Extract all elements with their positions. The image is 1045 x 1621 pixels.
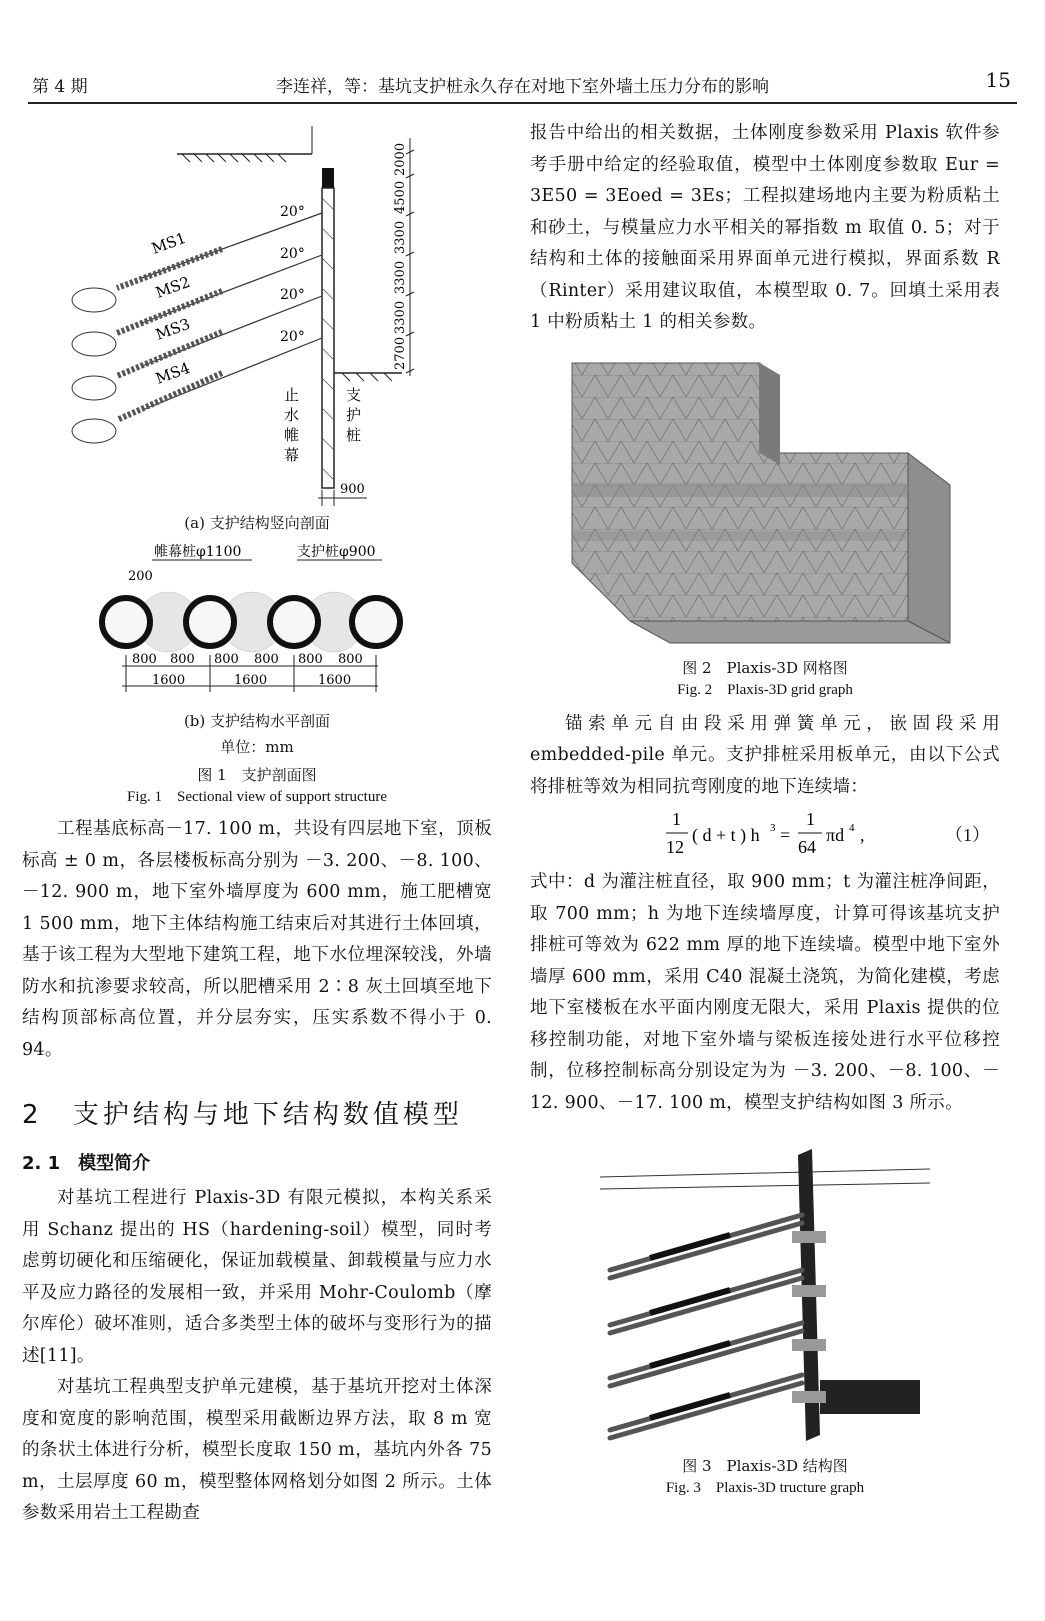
svg-text:2700: 2700 [393,336,408,370]
right-paragraph-1: 报告中给出的相关数据，土体刚度参数采用 Plaxis 软件参考手册中给定的经验取值，模型中土体刚度参数取 Eur = 3E50 = 3Eoed = 3Es；工程拟建场地内主要为粉质粘土和砂土，与模量应力水平相关的幂指数 m 取值 0. 5；对于结构和土体的接触面采用界面单元进行模拟，界面系数 R（Rinter）采用建议取值，本模型取 0. 7。回填土采用表 1 中粉质粘土 1 的相关参数。 [530,123,1000,332]
page-number: 15 [985,68,1011,92]
svg-text:桩: 桩 [346,426,362,444]
svg-text:幕: 幕 [284,446,300,464]
subsection-2-1-heading: 2. 1 模型简介 [22,1153,151,1174]
right-paragraph-2: 锚索单元自由段采用弹簧单元，嵌固段采用 embedded-pile 单元。支护排桩采用板单元，由以下公式将排桩等效为相同抗弯刚度的地下连续墙： [530,713,1000,797]
svg-text:12: 12 [666,837,684,857]
svg-text:1600: 1600 [318,673,352,688]
svg-text:( d + t ) h: ( d + t ) h [692,825,760,845]
figure-1-caption-cn: 图 1 支护剖面图 [197,766,317,784]
svg-text:800: 800 [338,652,363,667]
figure-1a [22,118,492,518]
svg-text:20°: 20° [280,329,305,345]
figure-1-unit: 单位：mm [220,738,294,756]
svg-text:3: 3 [770,822,776,834]
svg-text:止: 止 [284,386,300,404]
svg-text:800: 800 [254,652,279,667]
figure-1-caption-en: Fig. 1 Sectional view of support structure [127,789,387,805]
svg-text:3300: 3300 [393,220,408,254]
running-header [28,66,1017,104]
right-paragraph-3: 式中：d 为灌注桩直径，取 900 mm；t 为灌注桩净间距，取 700 mm；h 为地下连续墙厚度，计算可得该基坑支护排桩可等效为 622 mm 厚的地下连续墙。模型中地下室外墙厚 600 mm，采用 C40 混凝土浇筑，为简化建模，考虑地下室楼板在水平面内刚度无限大，采用 Plaxis 提供的位移控制功能，对地下室外墙与梁板连接处进行水平位移控制，位移控制标高分别设定为为 －3. 200、－8. 100、－12. 900、－17. 100 m，模型支护结构如图 3 所示。 [530,872,1000,1113]
anchor-label: MS1 [149,228,189,258]
svg-text:1600: 1600 [152,673,186,688]
svg-text:4500: 4500 [393,180,408,214]
svg-text:πd: πd [826,825,845,845]
right-column [530,118,1000,1499]
figure-3 [530,1135,1000,1455]
figure-2 [530,353,1000,653]
svg-text:1600: 1600 [234,673,268,688]
equation-1 [530,803,1000,867]
gap-label: 200 [128,569,153,584]
svg-text:3300: 3300 [393,260,408,294]
plan-section-diagram [22,540,492,710]
svg-text:帷: 帷 [284,426,300,444]
mesh-graph [530,353,1000,653]
svg-text:2000: 2000 [393,142,408,176]
structure-graph [530,1135,1000,1455]
figure-1b [22,540,492,710]
svg-text:1: 1 [806,809,815,829]
figure-3-caption-en: Fig. 3 Plaxis-3D tructure graph [665,1480,865,1496]
left-column [22,118,492,1530]
svg-text:4: 4 [849,822,855,834]
svg-text:20°: 20° [280,287,305,303]
issue-number: 第 4 期 [32,77,88,97]
anchor-label: MS4 [153,358,193,388]
svg-text:1: 1 [672,809,681,829]
anchor-label: MS2 [153,272,193,302]
section-2-heading [22,1094,492,1131]
svg-text:800: 800 [214,652,239,667]
svg-text:800: 800 [132,652,157,667]
figure-1a-caption: (a) 支护结构竖向剖面 [184,514,330,532]
figure-1b-caption: (b) 支护结构水平剖面 [183,712,331,730]
svg-text:800: 800 [170,652,195,667]
figure-2-caption-en: Fig. 2 Plaxis-3D grid graph [677,681,853,698]
svg-text:护: 护 [346,406,362,424]
svg-text:64: 64 [798,837,816,857]
running-title: 李连祥，等：基坑支护桩永久存在对地下室外墙土压力分布的影响 [276,77,769,97]
equation-graphic [530,803,1000,867]
left-paragraph-2: 对基坑工程进行 Plaxis-3D 有限元模拟，本构关系采用 Schanz 提出的 HS（hardening-soil）模型，同时考虑剪切硬化和压缩硬化，保证加载模量、卸载模量与应力水平及应力路径的发展相一致，并采用 Mohr-Coulomb（摩尔库伦）破坏准则，适合多类型土体的破坏与变形行为的描述[11]。 [22,1188,492,1366]
svg-text:900: 900 [340,482,365,497]
left-paragraph-3: 对基坑工程典型支护单元建模，基于基坑开挖对土体深度和宽度的影响范围，模型采用截断边界方法，取 8 m 宽的条状土体进行分析，模型长度取 150 m，基坑内外各 75 m，土层厚度 60 m，模型整体网格划分如图 2 所示。土体参数采用岩土工程勘查 [22,1377,492,1523]
left-paragraph-1: 工程基底标高－17. 100 m，共设有四层地下室，顶板标高 ± 0 m，各层楼板标高分别为 －3. 200、－8. 100、－12. 900 m，地下室外墙厚度为 600 mm，施工肥槽宽 1 500 mm，地下主体结构施工结束后对其进行土体回填，基于该工程为大型地下建筑工程，地下水位埋深较浅，外墙防水和抗渗要求较高，所以肥槽采用 2∶8 灰土回填至地下结构顶部标高位置，并分层夯实，压实系数不得小于 0. 94。 [22,819,492,1060]
svg-text:20°: 20° [280,204,305,220]
figure-3-caption-cn: 图 3 Plaxis-3D 结构图 [682,1457,848,1475]
svg-text:,: , [860,825,865,845]
svg-text:=: = [780,825,791,845]
support-section-diagram [22,118,492,518]
anchor-label: MS3 [153,314,193,344]
svg-text:20°: 20° [280,246,305,262]
svg-text:水: 水 [284,406,300,424]
svg-text:支: 支 [346,386,362,404]
section-number: 2 [22,1100,43,1130]
svg-text:3300: 3300 [393,300,408,334]
curtain-pile-label: 帷幕桩φ1100 [154,544,242,560]
equation-number: （1） [945,825,990,845]
figure-2-caption-cn: 图 2 Plaxis-3D 网格图 [682,658,848,677]
svg-text:800: 800 [298,652,323,667]
section-title: 支护结构与地下结构数值模型 [72,1100,463,1130]
support-pile-label: 支护桩φ900 [297,544,376,560]
